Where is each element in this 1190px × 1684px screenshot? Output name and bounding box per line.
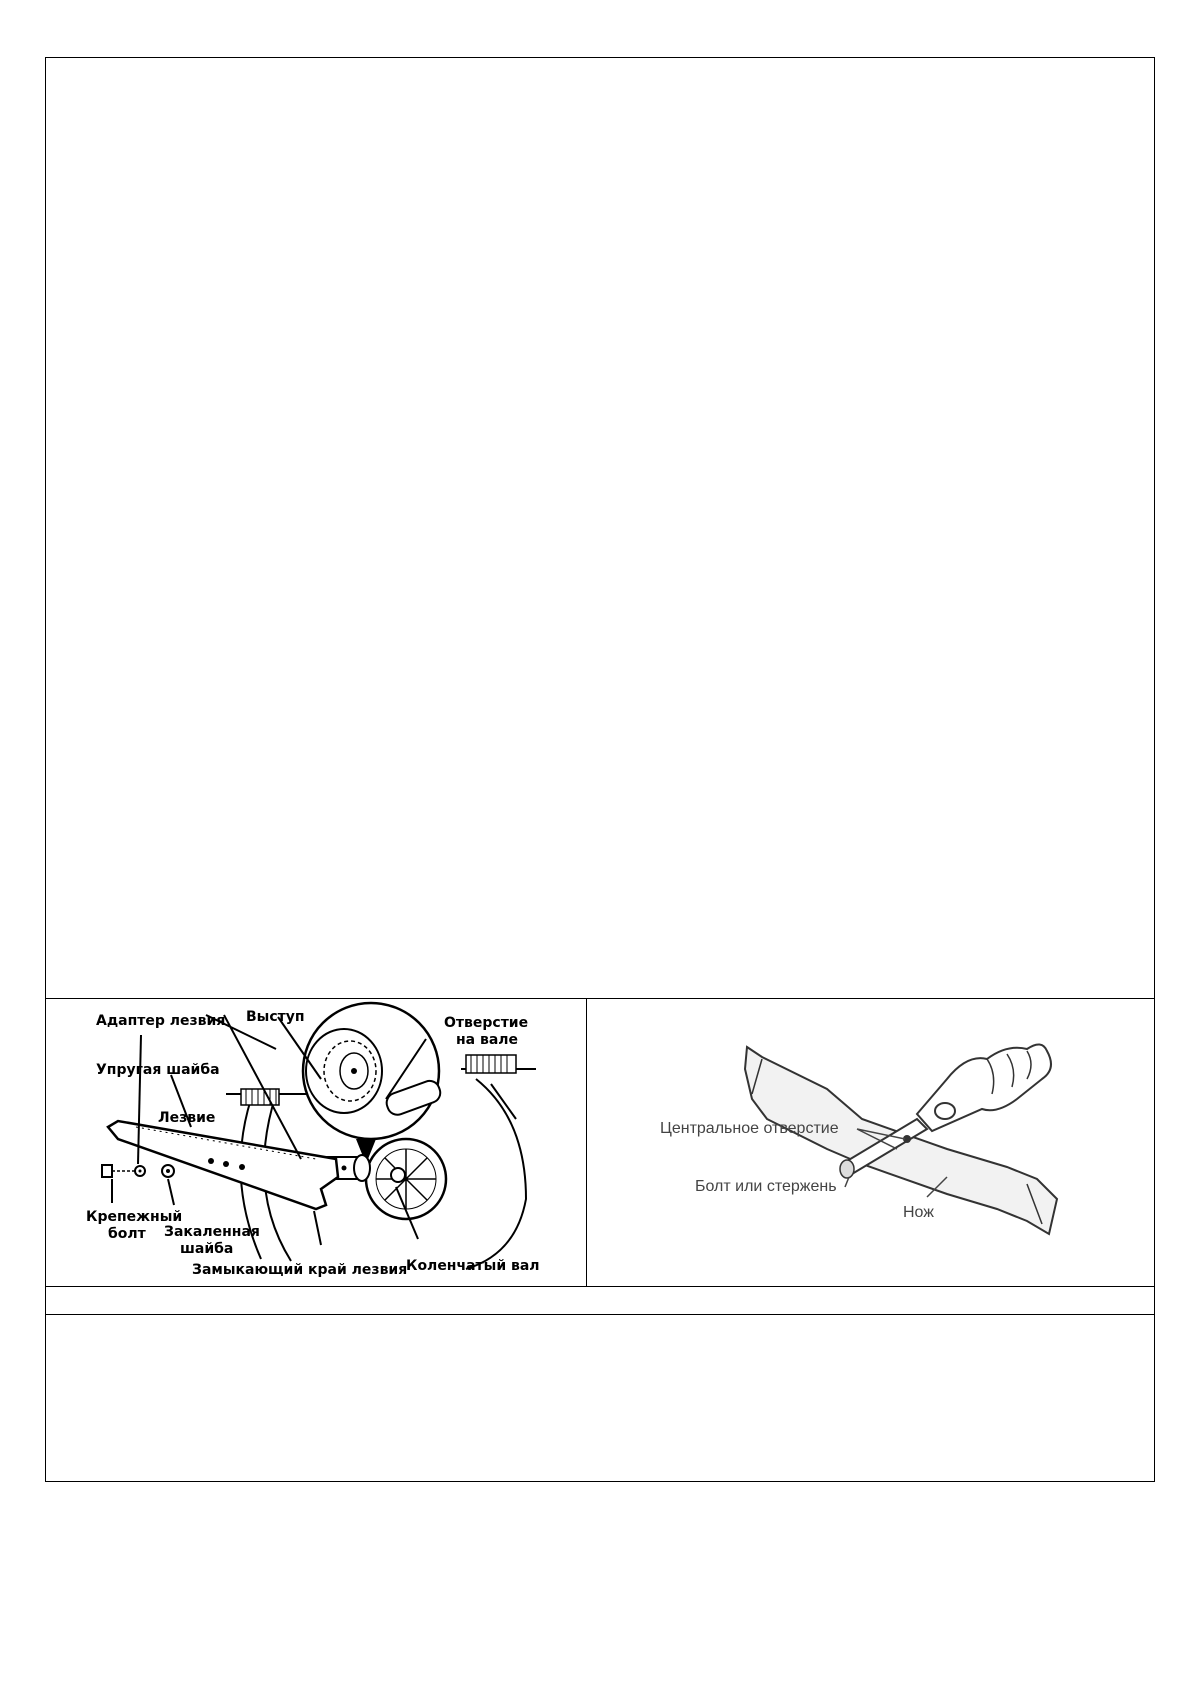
blade-balance-diagram — [587, 999, 1154, 1286]
figure-row — [45, 998, 1155, 1287]
mower-blade — [108, 1121, 338, 1209]
label-hardened-washer-2: шайба — [180, 1241, 234, 1257]
mount-bolt — [102, 1165, 112, 1177]
deck-grip-left — [241, 1089, 279, 1105]
upper-content-box — [45, 57, 1155, 999]
crankshaft-end — [391, 1168, 405, 1182]
label-bolt-or-rod: Болт или стержень — [695, 1178, 837, 1195]
label-blade: Лезвие — [158, 1110, 216, 1126]
label-shaft-hole-1: Отверстие — [444, 1015, 529, 1031]
blade-assembly-diagram — [46, 999, 586, 1286]
label-knife: Нож — [903, 1204, 934, 1221]
hand — [917, 1044, 1051, 1131]
label-blade-adapter: Адаптер лезвия — [96, 1013, 226, 1029]
label-crankshaft: Коленчатый вал — [406, 1258, 540, 1274]
label-mount-bolt-1: Крепежный — [86, 1209, 183, 1225]
deck-grip-right — [466, 1055, 516, 1073]
label-blade-locking-edge: Замыкающий край лезвия — [192, 1262, 408, 1278]
caption-row — [45, 1286, 1155, 1315]
label-hardened-washer-1: Закаленная — [164, 1224, 260, 1240]
label-mount-bolt-2: болт — [108, 1226, 146, 1242]
label-boss: Выступ — [246, 1009, 305, 1025]
label-shaft-hole-2: на вале — [456, 1032, 519, 1048]
label-spring-washer: Упругая шайба — [96, 1062, 220, 1078]
label-center-hole: Центральное отверстие — [660, 1120, 839, 1137]
lower-content-box — [45, 1314, 1155, 1482]
